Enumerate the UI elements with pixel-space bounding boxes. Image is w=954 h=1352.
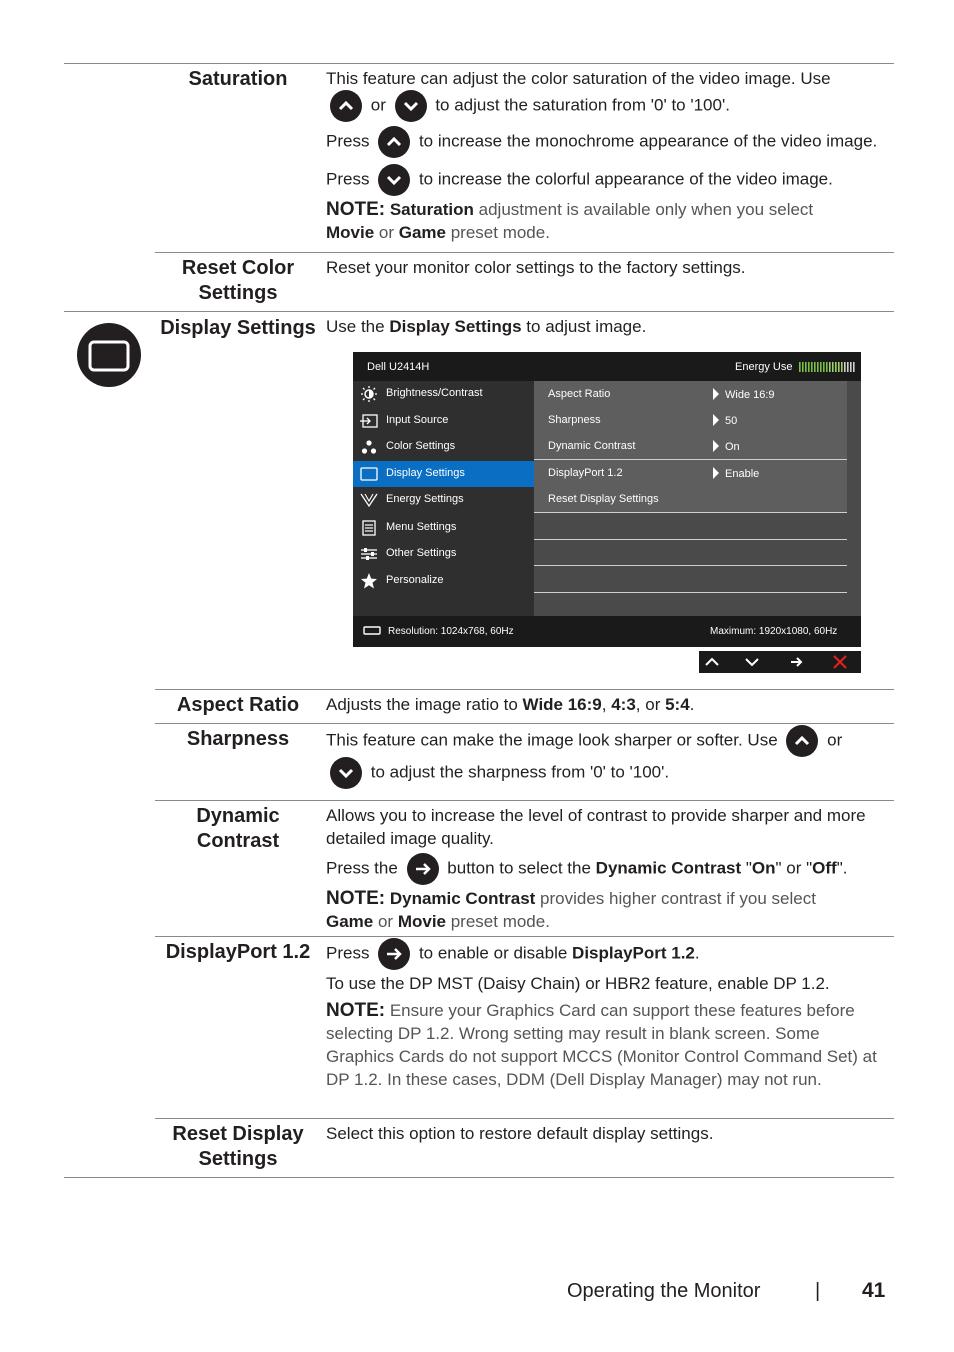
reset-color-description: Reset your monitor color settings to the factory settings.: [326, 258, 746, 277]
color-dots-icon: [360, 439, 378, 455]
sharpness-description: This feature can make the image look sharper or softer. Use or to adjust the sharpness from '0' to '100'.: [326, 725, 891, 789]
display-settings-description: Use the Display Settings to adjust image.: [326, 317, 647, 336]
sharpness-label: Sharpness: [186, 728, 290, 750]
divider: [64, 311, 894, 312]
footer-separator: |: [815, 1280, 821, 1302]
osd-empty-row: [534, 592, 847, 618]
osd-nav-bar: [699, 651, 861, 673]
brightness-icon: [360, 386, 378, 402]
osd-setting-reset-display-settings[interactable]: Reset Display Settings: [534, 486, 847, 513]
osd-model: Dell U2414H: [367, 361, 430, 373]
aspect-ratio-label: Aspect Ratio: [176, 694, 300, 716]
up-button-icon: [786, 725, 818, 757]
energy-meter-icon: [799, 362, 857, 372]
osd-menu-item-color-settings[interactable]: Color Settings: [353, 434, 534, 460]
osd-setting-sharpness[interactable]: Sharpness 50: [534, 407, 847, 434]
osd-empty-row: [534, 539, 847, 566]
up-button-icon: [330, 90, 362, 122]
energy-icon: [360, 492, 378, 508]
osd-empty-row: [534, 566, 847, 593]
down-button-icon: [378, 164, 410, 196]
display-settings-label: Display Settings: [160, 317, 316, 339]
display-icon: [360, 466, 378, 482]
osd-menu-item-brightness-contrast[interactable]: Brightness/Contrast: [353, 381, 534, 407]
osd-empty-row: [534, 513, 847, 540]
dynamic-contrast-label: Dynamic Contrast: [196, 805, 280, 852]
displayport-label: DisplayPort 1.2: [165, 941, 311, 963]
star-icon: [360, 573, 378, 589]
divider: [155, 800, 894, 801]
down-button-icon: [395, 90, 427, 122]
displayport-note: NOTE: Ensure your Graphics Card can support these features before selecting DP 1.2. Wrong setting may result in blank screen. Some Graphics Cards do not support MCCS (Monitor Control Command Set) at DP 1.2. In these cases, DDM (Dell Display Manager) may not run.: [326, 1000, 877, 1089]
osd-menu-item-energy-settings[interactable]: Energy Settings: [353, 487, 534, 513]
osd-energy-label: Energy Use: [735, 361, 793, 373]
osd-menu-item-menu-settings[interactable]: Menu Settings: [353, 515, 534, 541]
osd-menu-item-display-settings[interactable]: Display Settings: [353, 461, 534, 487]
saturation-label: Saturation: [188, 68, 288, 90]
divider: [155, 723, 894, 724]
osd-resolution: Resolution: 1024x768, 60Hz: [388, 626, 514, 637]
osd-setting-displayport-1-2[interactable]: DisplayPort 1.2 Enable: [534, 460, 847, 487]
osd-menu-item-personalize[interactable]: Personalize: [353, 568, 534, 594]
reset-display-label: Reset Display Settings: [172, 1123, 304, 1170]
divider: [64, 1177, 894, 1178]
dynamic-contrast-press-line: Press the button to select the Dynamic Contrast "On" or "Off".: [326, 853, 891, 885]
display-settings-icon: [77, 323, 141, 387]
divider: [155, 936, 894, 937]
osd-maximum: Maximum: 1920x1080, 60Hz: [710, 626, 838, 637]
port-icon: [363, 626, 381, 636]
saturation-note: NOTE: Saturation adjustment is available only when you select Movie or Game preset mode.: [326, 199, 814, 242]
up-button-icon: [378, 126, 410, 158]
osd-setting-aspect-ratio[interactable]: Aspect Ratio Wide 16:9: [534, 381, 847, 408]
menu-doc-icon: [360, 520, 378, 536]
reset-display-description: Select this option to restore default display settings.: [326, 1124, 714, 1143]
saturation-line1: This feature can adjust the color saturation of the video image. Use or to adjust the saturation from '0' to '100'.: [326, 67, 891, 122]
displayport-press-line: Press to enable or disable DisplayPort 1.2.: [326, 938, 891, 970]
reset-color-label: Reset Color Settings: [181, 257, 295, 304]
dynamic-contrast-note: NOTE: Dynamic Contrast provides higher contrast if you select Game or Movie preset mode.: [326, 888, 816, 931]
displayport-description: Press to enable or disable DisplayPort 1.2. To use the DP MST (Daisy Chain) or HBR2 feature, enable DP 1.2. NOTE: Ensure your Graphics Card can support these features before selecting DP 1.2. Wrong setting may result in blank screen. Some Graphics Cards do not support MCCS (Monitor Control Command Set) at DP 1.2. In these cases, DDM (Dell Display Manager) may not run.: [326, 938, 891, 1091]
page-number: 41: [862, 1279, 886, 1302]
osd-menu: [353, 352, 861, 647]
down-icon[interactable]: [744, 655, 760, 669]
input-source-icon: [360, 413, 378, 429]
right-arrow-button-icon: [407, 853, 439, 885]
up-icon[interactable]: [704, 655, 720, 669]
dynamic-contrast-description: Allows you to increase the level of contrast to provide sharper and more detailed image quality. Press the button to select the Dynamic Contrast "On" or "Off". NOTE: Dynamic Contrast provides higher contrast if you select Game or Movie preset mode.: [326, 804, 891, 933]
osd-setting-dynamic-contrast[interactable]: Dynamic Contrast On: [534, 433, 847, 460]
osd-menu-item-input-source[interactable]: Input Source: [353, 408, 534, 434]
aspect-ratio-description: Adjusts the image ratio to Wide 16:9, 4:3, or 5:4.: [326, 695, 695, 714]
down-button-icon: [330, 757, 362, 789]
osd-header: [353, 352, 861, 381]
divider: [155, 689, 894, 690]
saturation-description: [326, 67, 891, 244]
osd-footer: [353, 616, 861, 647]
right-arrow-icon[interactable]: [789, 655, 805, 669]
saturation-line3: Press to increase the colorful appearance of the video image.: [326, 164, 891, 196]
divider: [64, 63, 894, 64]
divider: [155, 252, 894, 253]
divider: [155, 1118, 894, 1119]
right-arrow-button-icon: [378, 938, 410, 970]
sliders-icon: [360, 546, 378, 562]
close-icon[interactable]: [832, 655, 848, 669]
osd-menu-item-other-settings[interactable]: Other Settings: [353, 541, 534, 567]
saturation-line2: Press to increase the monochrome appearance of the video image.: [326, 126, 891, 158]
footer-section: Operating the Monitor: [567, 1280, 761, 1302]
